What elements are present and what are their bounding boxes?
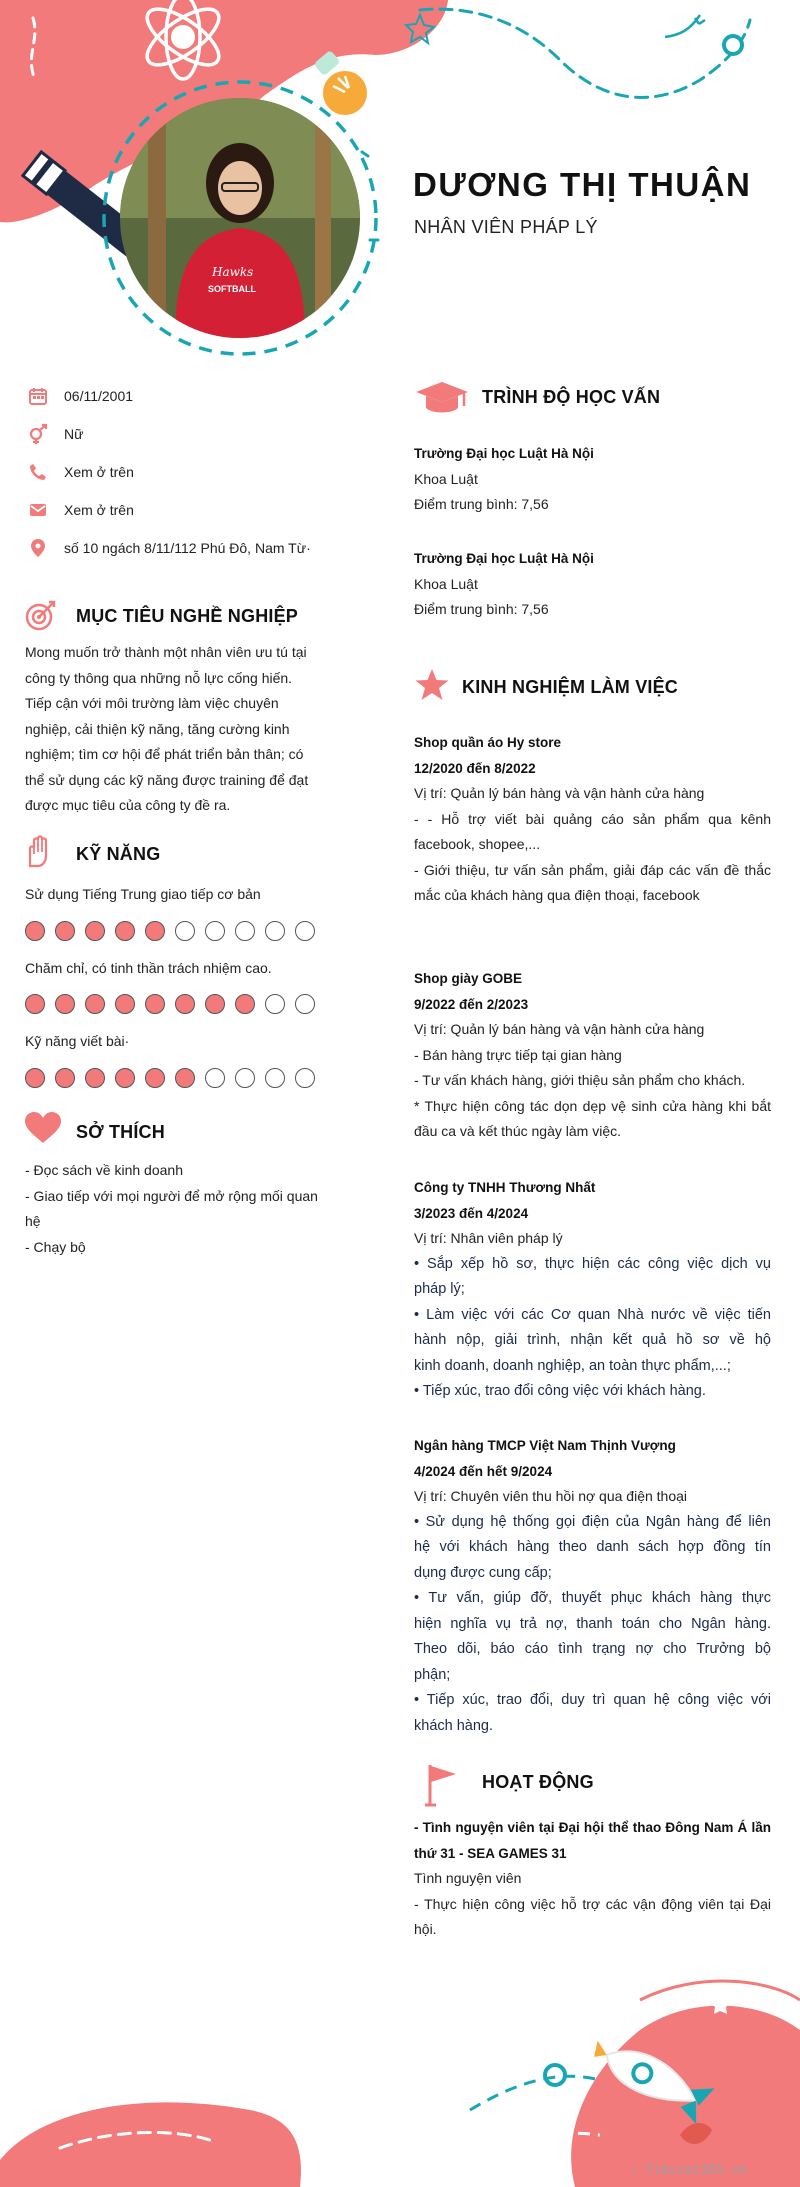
- text-line: hành nộp, giải trình, nhận kết quả hồ sơ về hộ: [414, 1332, 771, 1348]
- candidate-name: DƯƠNG THỊ THUẬN: [413, 166, 752, 203]
- text-line: Tiếp cận với môi trường làm việc chuyên: [25, 695, 279, 711]
- rating-dot-empty: [265, 994, 285, 1014]
- rating-dot-filled: [85, 1068, 105, 1088]
- rating-dot-filled: [115, 1068, 135, 1088]
- text-line: facebook, shopee,...: [414, 836, 541, 852]
- text-line: được mục tiêu của công ty đề ra.: [25, 797, 231, 813]
- rating-dot-filled: [55, 1068, 75, 1088]
- contact-text: số 10 ngách 8/11/112 Phú Đô, Nam Từ·: [64, 540, 311, 556]
- objective-title: MỤC TIÊU NGHỀ NGHIỆP: [76, 606, 299, 626]
- watermark: ∴ Timviec365.vn: [630, 2163, 748, 2178]
- rating-dot-filled: [175, 994, 195, 1014]
- skill-name: Chăm chỉ, có tinh thần trách nhiệm cao.: [25, 960, 272, 976]
- rating-dot-filled: [175, 1068, 195, 1088]
- text-line: - Chạy bộ: [25, 1238, 86, 1255]
- gpa: Điểm trung bình: 7,56: [414, 496, 549, 512]
- text-line: • Làm việc với các Cơ quan Nhà nước về việc tiến: [414, 1306, 771, 1323]
- text-line: pháp lý;: [414, 1281, 465, 1297]
- gpa: Điểm trung bình: 7,56: [414, 601, 549, 617]
- text-line: hiện nghĩa vụ trả nợ, thanh toán cho Ngân hàng.: [414, 1615, 771, 1632]
- company-name: Shop quần áo Hy store: [414, 735, 562, 750]
- faculty: Khoa Luật: [414, 575, 478, 592]
- skill-rating: [25, 921, 315, 941]
- education-title: TRÌNH ĐỘ HỌC VẤN: [482, 387, 661, 407]
- text-line: Theo dõi, báo cáo tình trạng nợ cho Trưởng bộ: [414, 1641, 771, 1657]
- experience-item: [414, 966, 771, 1145]
- heart-icon: [24, 1111, 62, 1145]
- contact-text: Xem ở trên: [64, 464, 134, 480]
- activity-heading: thứ 31 - SEA GAMES 31: [414, 1845, 567, 1861]
- candidate-title: NHÂN VIÊN PHÁP LÝ: [414, 217, 598, 237]
- text-line: hệ với khách hàng theo danh sách hợp đồng tín: [414, 1539, 771, 1555]
- skill-rating: [25, 1068, 315, 1088]
- text-line: • Sử dụng hệ thống gọi điện của Ngân hàng để liên: [414, 1513, 771, 1530]
- experience-item: [414, 1433, 771, 1739]
- period: 4/2024 đến hết 9/2024: [414, 1463, 553, 1479]
- rating-dot-empty: [175, 921, 195, 941]
- company-name: Shop giày GOBE: [414, 971, 523, 986]
- text-line: - Bán hàng trực tiếp tại gian hàng: [414, 1046, 622, 1063]
- email-icon: [26, 498, 50, 522]
- rating-dot-filled: [205, 994, 225, 1014]
- job-role: Vị trí: Chuyên viên thu hồi nợ qua điện thoại: [414, 1488, 688, 1504]
- contact-birthday: [26, 384, 133, 408]
- rating-dot-filled: [115, 994, 135, 1014]
- calendar-icon: [26, 384, 50, 408]
- hand-icon: [24, 834, 52, 868]
- skill-name: Sử dụng Tiếng Trung giao tiếp cơ bản: [25, 886, 261, 902]
- rating-dot-filled: [145, 1068, 165, 1088]
- target-icon: [24, 598, 58, 632]
- rating-dot-filled: [55, 994, 75, 1014]
- skill-name: Kỹ năng viết bài·: [25, 1033, 130, 1049]
- gender-icon: [26, 422, 50, 446]
- rating-dot-filled: [25, 994, 45, 1014]
- text-line: - Giới thiệu, tư vấn sản phẩm, giải đáp các vấn đề thắc: [414, 861, 771, 878]
- school-name: Trường Đại học Luật Hà Nội: [414, 446, 594, 461]
- text-line: dụng được cung cấp;: [414, 1564, 552, 1581]
- period: 9/2022 đến 2/2023: [414, 996, 529, 1012]
- contact-email: [26, 498, 134, 522]
- star-icon: [414, 668, 450, 702]
- rating-dot-filled: [85, 994, 105, 1014]
- text-line: - Giao tiếp với mọi người để mở rộng mối quan: [25, 1187, 318, 1204]
- hobbies-title: SỞ THÍCH: [76, 1122, 165, 1142]
- rating-dot-filled: [25, 921, 45, 941]
- rating-dot-empty: [205, 921, 225, 941]
- hobbies-text: [25, 1158, 325, 1260]
- faculty: Khoa Luật: [414, 470, 478, 487]
- text-line: công ty thông qua những nỗ lực cống hiến.: [25, 669, 293, 686]
- contact-gender: [26, 422, 83, 446]
- period: 12/2020 đến 8/2022: [414, 760, 536, 776]
- text-line: - - Hỗ trợ viết bài quảng cáo sản phẩm qua kênh: [414, 810, 771, 827]
- activity-role: Tình nguyện viên: [414, 1870, 522, 1886]
- rating-dot-empty: [235, 1068, 255, 1088]
- school-name: Trường Đại học Luật Hà Nội: [414, 551, 594, 566]
- text-line: thể sử dụng các kỹ năng được training để đạt: [25, 771, 309, 788]
- rating-dot-filled: [145, 921, 165, 941]
- period: 3/2023 đến 4/2024: [414, 1205, 529, 1221]
- contact-text: Nữ: [64, 426, 84, 442]
- experience-item: [414, 1175, 771, 1405]
- text-line: • Tiếp xúc, trao đổi công việc với khách hàng.: [414, 1383, 706, 1399]
- rating-dot-empty: [295, 921, 315, 941]
- education-item: [414, 546, 771, 623]
- text-line: khách hàng.: [414, 1717, 494, 1734]
- flag-icon: [424, 1762, 460, 1808]
- experience-item: [414, 730, 771, 909]
- profile-photo: [120, 98, 360, 338]
- text-line: hệ: [25, 1213, 41, 1229]
- activity-heading: - Tình nguyện viên tại Đại hội thể thao Đông Nam Á lần: [414, 1820, 771, 1835]
- rating-dot-empty: [265, 1068, 285, 1088]
- activities-title: HOẠT ĐỘNG: [482, 1772, 594, 1792]
- phone-icon: [26, 460, 50, 484]
- text-line: mắc của khách hàng qua điện thoại, facebook: [414, 887, 700, 903]
- text-line: • Tiếp xúc, trao đổi, duy trì quan hệ công việc với: [414, 1692, 771, 1708]
- skill-rating: [25, 994, 315, 1014]
- job-role: Vị trí: Nhân viên pháp lý: [414, 1230, 563, 1246]
- experience-title: KINH NGHIỆM LÀM VIỆC: [462, 677, 679, 697]
- education-item: [414, 441, 771, 518]
- job-role: Vị trí: Quản lý bán hàng và vận hành cửa hàng: [414, 785, 705, 801]
- rating-dot-filled: [115, 921, 135, 941]
- rating-dot-filled: [25, 1068, 45, 1088]
- text-line: • Sắp xếp hồ sơ, thực hiện các công việc dịch vụ: [414, 1255, 771, 1272]
- text-line: * Thực hiện công tác dọn dẹp vệ sinh cửa hàng khi bắt: [414, 1097, 771, 1114]
- rating-dot-empty: [205, 1068, 225, 1088]
- company-name: Ngân hàng TMCP Việt Nam Thịnh Vượng: [414, 1438, 676, 1453]
- rating-dot-empty: [265, 921, 285, 941]
- rating-dot-empty: [235, 921, 255, 941]
- activity-item: [414, 1815, 771, 1943]
- contact-text: Xem ở trên: [64, 502, 134, 518]
- text-line: - Thực hiện công việc hỗ trợ các vận động viên tại Đại: [414, 1895, 771, 1912]
- text-line: - Đọc sách về kinh doanh: [25, 1162, 183, 1178]
- text-line: Mong muốn trở thành một nhân viên ưu tú tại: [25, 644, 307, 660]
- text-line: - Tư vấn khách hàng, giới thiệu sản phẩm cho khách.: [414, 1072, 746, 1088]
- text-line: • Tư vấn, giúp đỡ, thuyết phục khách hàng thực: [414, 1590, 771, 1606]
- rating-dot-empty: [295, 1068, 315, 1088]
- svg-text:SOFTBALL: SOFTBALL: [208, 284, 256, 294]
- text-line: kinh doanh, doanh nghiệp, an toàn thực phẩm,...;: [414, 1357, 731, 1374]
- location-icon: [26, 536, 50, 560]
- text-line: nghiệp, cải thiện kỹ năng, tăng cường kinh: [25, 720, 290, 737]
- skills-title: KỸ NĂNG: [76, 844, 161, 864]
- text-line: nghiệm; tìm cơ hội để phát triển bản thân; có: [25, 746, 304, 762]
- contact-address: [26, 536, 311, 560]
- contact-phone: [26, 460, 134, 484]
- text-line: hội.: [414, 1921, 437, 1937]
- rating-dot-filled: [55, 921, 75, 941]
- objective-text: [25, 640, 319, 819]
- graduation-cap-icon: [414, 380, 470, 416]
- footer-decoration: [0, 1960, 800, 2187]
- rating-dot-empty: [295, 994, 315, 1014]
- text-line: phận;: [414, 1666, 451, 1683]
- job-role: Vị trí: Quản lý bán hàng và vận hành cửa hàng: [414, 1021, 705, 1037]
- svg-text:Hawks: Hawks: [212, 265, 254, 279]
- company-name: Công ty TNHH Thương Nhất: [414, 1180, 596, 1195]
- rating-dot-filled: [235, 994, 255, 1014]
- text-line: đầu ca và kết thúc ngày làm việc.: [414, 1123, 621, 1139]
- rating-dot-filled: [85, 921, 105, 941]
- contact-text: 06/11/2001: [64, 388, 134, 404]
- rating-dot-filled: [145, 994, 165, 1014]
